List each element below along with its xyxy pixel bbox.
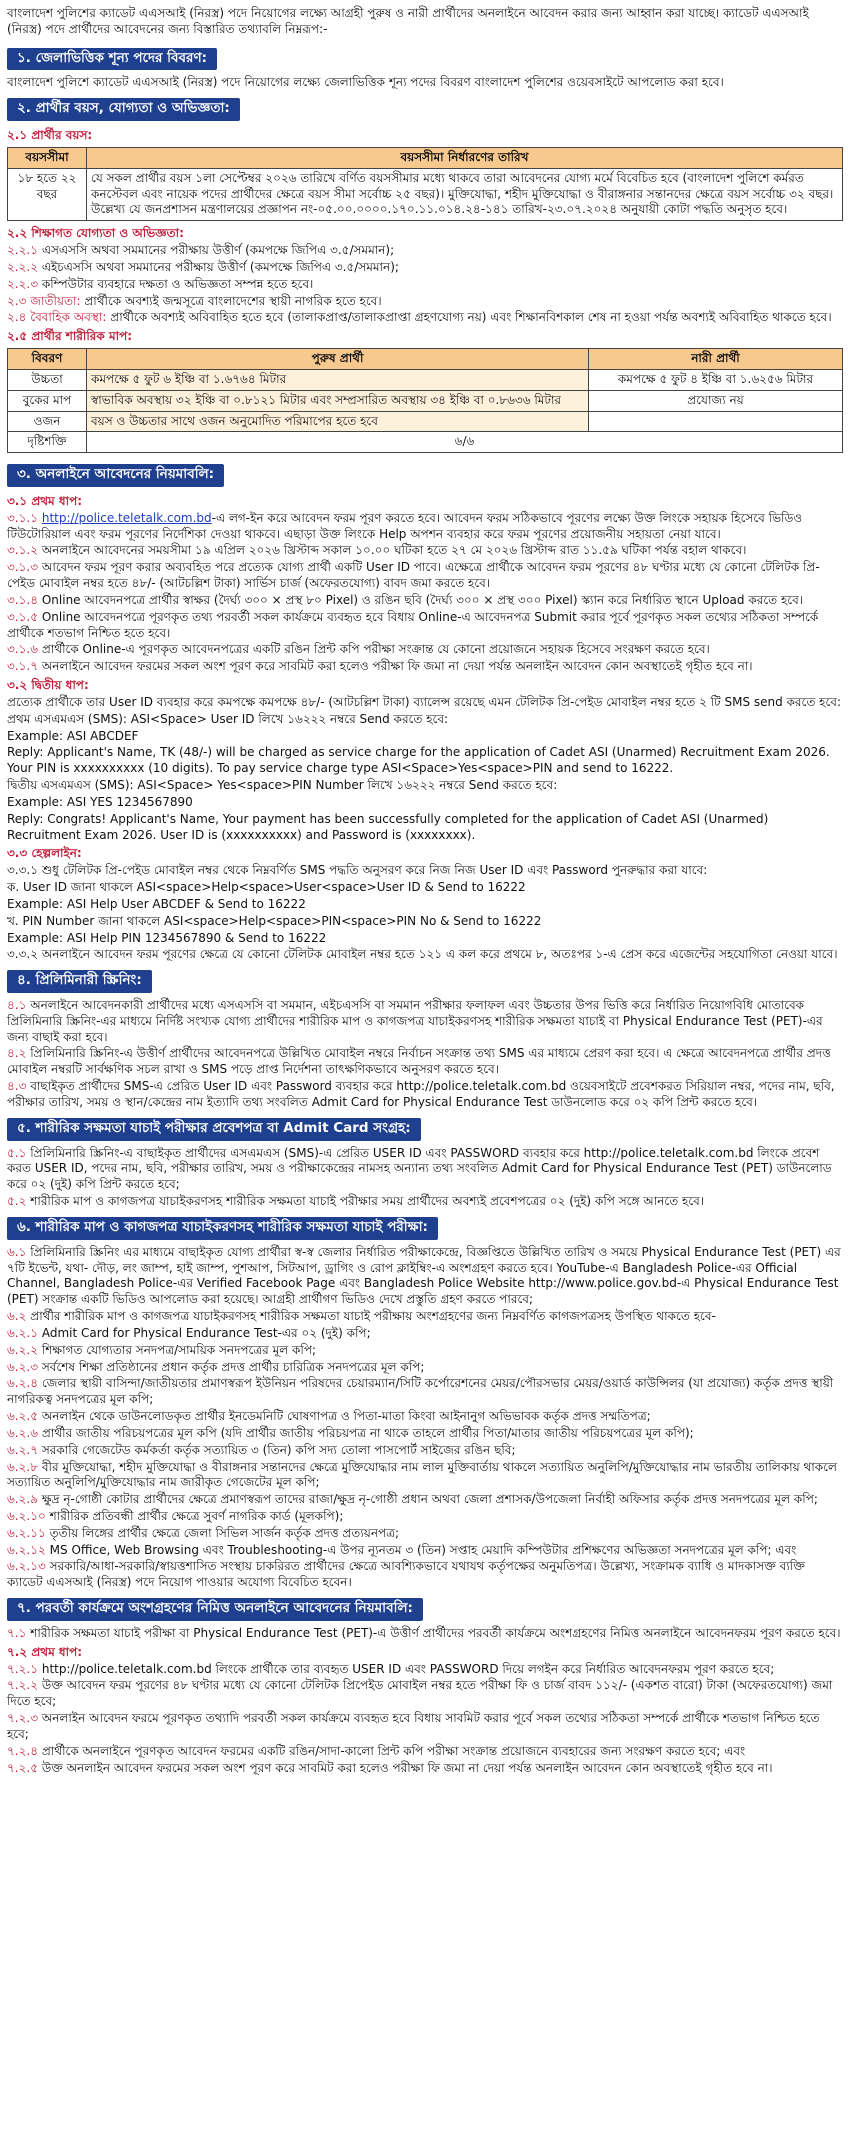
s6-item-number: ৬.২.১ [7,1325,39,1340]
step2-line: প্রত্যেক প্রার্থীকে তার User ID ব্যবহার করে কমপক্ষে কমপক্ষে ৪৮/- (আটচল্লিশ টাকা) ব্যালেন্স রয়েছে এমন টেলিটক প্রি-পেইড মোবাইল নম্বর হতে ২ টি SMS send করতে হবে: [7,694,842,709]
section-1-heading: ১. জেলাভিত্তিক শূন্য পদের বিবরণ: [7,48,217,71]
intro-text: বাংলাদেশ পুলিশের ক্যাডেট এএসআই (নিরস্ত্র) পদে নিয়োগের লক্ষ্যে আগ্রহী পুরুষ ও নারী প্রার্থীদের অনলাইনে আবেদন করার জন্য আহ্বান করা যাচ্ছে। ক্যাডেট এএসআই (নিরস্ত্র) পদে প্রার্থীদের আবেদনের জন্য বিস্তারিত তথ্যাবলি নিম্নরূপ:- [7,6,809,36]
section-6-heading: ৬. শারীরিক মাপ ও কাগজপত্র যাচাইকরণসহ শারীরিক সক্ষমতা যাচাই পরীক্ষা: [7,1217,438,1240]
s6-item-text: MS Office, Web Browsing এবং Troubleshooting-এ উপর ন্যূনতম ৩ (তিন) সপ্তাহ মেয়াদি কম্পিউটার প্রশিক্ষণের অভিজ্ঞতা সনদপত্রের মূল কপি; এবং [49,1542,797,1557]
sight-value-cell: ৬/৬ [87,432,843,453]
s6-item-number: ৬.২.২ [7,1342,39,1357]
s7-item-number: ৭.২.২ [7,1678,39,1693]
step1-item-number: ৩.১.৬ [7,642,39,657]
helpline-line: ৩.৩.১ শুধু টেলিটক প্রি-পেইড মোবাইল নম্বর থেকে নিম্নবর্ণিত SMS পদ্ধতি অনুসরণ করে নিজ নিজ User ID এবং Password পুনরুদ্ধার করা যাবে: [7,863,708,878]
s7-item-text: উক্ত অনলাইন আবেদন ফরমের সকল অংশ পূরণ করে সাবমিট করা হলেও পরীক্ষা ফি জমা না দেয়া পর্যন্ত অনলাইন আবেদন কোন অবস্থাতেই গৃহীত হবে না। [41,1760,773,1775]
s6-item [7,1343,843,1359]
s4-item-number: ৪.১ [7,998,27,1012]
edu-title: ২.২ শিক্ষাগত যোগ্যতা ও অভিজ্ঞতা: [7,226,184,241]
step2-line: Reply: Congrats! Applicant's Name, Your payment has been successfully completed for the application of Cadet ASI (Unarmed) Recruitment Exam 2026. User ID is (xxxxxxxxxx) and Password is (xxxxxxxx). [7,811,769,842]
s7-step-title: ৭.২ প্রথম ধাপ: [7,1644,83,1659]
s7-item [7,1662,843,1678]
s6-item [7,1309,843,1325]
age-col-header-date: বয়সসীমা নির্ধারণের তারিখ [87,147,843,168]
s7-item-text: http://police.teletalk.com.bd লিংকে প্রার্থীকে তার ব্যবহৃত USER ID এবং PASSWORD দিয়ে লগইন করে নির্ধারিত আবেদনফরম পূরণ করতে হবে; [41,1661,775,1676]
helpline-line: খ. PIN Number জানা থাকলে ASI<space>Help<space>PIN<space>PIN No & Send to 16222 [7,913,542,928]
step1-item [7,560,843,592]
step1-item [7,642,843,658]
s6-item-number: ৬.২.৯ [7,1492,39,1507]
phys-row [8,369,843,390]
s6-item-number: ৬.২.৮ [7,1459,39,1474]
s5-item [7,1146,843,1193]
marital-text: প্রার্থীকে অবশ্যই অবিবাহিত হতে হবে (তালাকপ্রাপ্ত/তালাকপ্রাপ্তা গ্রহণযোগ্য নয়) এবং শিক্ষানবিশকাল শেষ না হওয়া পর্যন্ত অবশ্যই অবিবাহিত থাকতে হবে। [110,310,832,325]
s4-item [7,998,843,1045]
s6-item-text: Admit Card for Physical Endurance Test-এর ০২ (দুই) কপি; [41,1325,371,1340]
phys-row-female: প্রযোজ্য নয় [589,390,843,411]
s4-item [7,1079,843,1111]
s6-item-text: শারীরিক প্রতিবন্ধী প্রার্থীর ক্ষেত্রে সুবর্ণ নাগরিক কার্ড (মূলকপি); [49,1508,344,1523]
s6-item-number: ৬.১ [7,1244,27,1259]
step1-item-text: আবেদন ফরম পূরণ করার অব্যবহিত পরে প্রত্যেক যোগ্য প্রার্থী একটি User ID পাবে। এক্ষেত্রে প্রার্থীকে আবেদন ফরম পূরণের ৪৮ ঘণ্টার মধ্যে যে কোনো টেলিটক প্রি-পেইড মোবাইল নম্বর হতে ৪৮/- (আটচল্লিশ টাকা) সার্ভিস চার্জ (অফেরতযোগ্য) বাবদ জমা করতে হবে। [7,560,820,591]
s4-item-number: ৪.৩ [7,1079,27,1094]
s6-item [7,1409,843,1425]
step1-item-text: Online আবেদনপত্রে পূরণকৃত তথ্য পরবর্তী সকল কার্যক্রমে ব্যবহৃত হবে বিধায় Online-এ আবেদনপত্র Submit করার পূর্বে পূরণকৃত সকল তথ্যের সঠিকতা সম্পর্কে প্রার্থীকে শতভাগ নিশ্চিত হতে হবে। [7,609,819,640]
section-2-heading: ২. প্রার্থীর বয়স, যোগ্যতা ও অভিজ্ঞতা: [7,98,240,121]
step1-item-number: ৩.১.৩ [7,560,39,575]
s6-item [7,1509,843,1525]
step1-item-text: -এ লগ-ইন করে আবেদন ফরম পূরণ করতে হবে। আবেদন ফরম সঠিকভাবে পূরণের লক্ষ্যে উক্ত লিংকে সহায়ক হিসেবে ভিডিও টিউটোরিয়াল এবং ফরম পূরণের নির্দেশিকা দেওয়া থাকবে। এছাড়া উক্ত লিংকে Help অপশন ব্যবহার করে ফরম পূরণের প্রয়োজনীয় সহায়তা নেয়া যাবে। [7,510,803,541]
marital-row [7,310,843,326]
s5-item-number: ৫.১ [7,1145,27,1160]
edu-item-number: ২.২.১ [7,243,39,258]
step1-item-text: Online আবেদনপত্রে প্রার্থীর স্বাক্ষর (দৈর্ঘ্য ৩০০ × প্রস্থ ৮০ Pixel) ও রঙিন ছবি (দৈর্ঘ্য ৩০০ × প্রস্থ ৩০০ Pixel) স্ক্যান করে নির্ধারিত স্থানে Upload করতে হবে। [41,592,804,607]
s6-item [7,1426,843,1442]
s6-item-number: ৬.২.১১ [7,1525,46,1540]
s7-item-text: প্রার্থীকে অনলাইনে পূরণকৃত আবেদন ফরমের একটি রঙিন/সাদা-কালো প্রিন্ট কপি পরীক্ষা সংক্রান্ত প্রয়োজনে ব্যবহারের জন্য সংরক্ষণ করতে হবে; এবং [41,1743,746,1758]
phys-row-desc: উচ্চতা [8,369,87,390]
s7-item-number: ৭.২.৫ [7,1760,39,1775]
s6-item [7,1460,843,1492]
s5-item-text: প্রিলিমিনারি স্ক্রিনিং-এ বাছাইকৃত প্রার্থীদের এসএমএস (SMS)-এ প্রেরিত USER ID এবং PASSWORD ব্যবহার করে http://police.teletalk.com.bd লিংকে প্রবেশ করত USER ID, পদের নাম, ছবি, পরীক্ষার তারিখ, সময় ও পরীক্ষাকেন্দ্রের নামসহ অন্যান্য তথ্য সংবলিত Admit Card for Physical Endurance Test (PET) ডাউনলোড করে ০২ (দুই) কপি প্রিন্ট করতে হবে; [7,1145,832,1192]
s6-item-text: প্রার্থীর শারীরিক মাপ ও কাগজপত্র যাচাইকরণসহ শারীরিক সক্ষমতা যাচাই পরীক্ষায় অংশগ্রহণের জন্য নিম্নবর্ণিত কাগজপত্রসহ উপস্থিত থাকতে হবে- [30,1309,716,1324]
s4-item-number: ৪.২ [7,1046,27,1061]
s6-item [7,1360,843,1376]
step2-line: দ্বিতীয় এসএমএস (SMS): ASI<Space> Yes<space>PIN Number লিখে ১৬২২২ নম্বরে Send করতে হবে: [7,778,558,793]
step1-item-number: ৩.১.৭ [7,659,39,674]
step1-item-number: ৩.১.৫ [7,609,39,624]
s6-item-text: সরকারি/আধা-সরকারি/স্বায়ত্তশাসিত সংস্থায় চাকরিরত প্রার্থীদের ক্ষেত্রে আবশ্যিকভাবে যথাযথ কর্তৃপক্ষের অনুমতিপত্র। উল্লেখ্য, সংক্রামক ব্যাধি ও মাদকাসক্ত ব্যক্তি ক্যাডেট এএসআই (নিরস্ত্র) পদে নিয়োগ পাওয়ার অযোগ্য বিবেচিত হবেন। [7,1559,805,1590]
edu-item [7,243,843,259]
step1-title: ৩.১ প্রথম ধাপ: [7,494,83,508]
s6-item-text: বীর মুক্তিযোদ্ধা, শহীদ মুক্তিযোদ্ধা ও বীরাঙ্গনার সন্তানদের ক্ষেত্রে মুক্তিযোদ্ধার নাম লাল মুক্তিবার্তায় থাকলে সত্যায়িত অনুলিপি/মুক্তিযোদ্ধার নাম ভারতীয় তালিকায় থাকলে সত্যায়িত অনুলিপি/মুক্তিযোদ্ধার নাম জারীকৃত গেজেটের মূল কপি; [7,1459,837,1490]
s6-item [7,1559,843,1591]
edu-item [7,260,843,276]
section-4-list [7,998,843,1111]
sight-label-cell: দৃষ্টিশক্তি [8,432,87,453]
s7-item-1-text: শারীরিক সক্ষমতা যাচাই পরীক্ষা বা Physical Endurance Test (PET)-এ উত্তীর্ণ প্রার্থীদের পরবর্তী কার্যক্রমে অংশগ্রহণের নিমিত্ত অনলাইনে আবেদনফরম পূরণ করতে হবে। [30,1625,841,1640]
s6-item-number: ৬.২.১২ [7,1542,46,1557]
s6-item [7,1245,843,1308]
age-limit-cell: ১৮ হতে ২২ বছর [8,168,87,220]
step1-item [7,610,843,642]
s6-item [7,1376,843,1408]
phys-row-male: কমপক্ষে ৫ ফুট ৬ ইঞ্চি বা ১.৬৭৬৪ মিটার [87,369,589,390]
step2-title: ৩.২ দ্বিতীয় ধাপ: [7,678,89,693]
nationality-text: প্রার্থীকে অবশ্যই জন্মসূত্রে বাংলাদেশের স্থায়ী নাগরিক হতে হবে। [84,293,382,308]
phys-row-desc: বুকের মাপ [8,390,87,411]
step1-item [7,511,843,543]
s6-item-number: ৬.২.৫ [7,1409,39,1424]
helpline-title: ৩.৩ হেল্পলাইন: [7,846,82,861]
phys-row-female: কমপক্ষে ৫ ফুট ৪ ইঞ্চি বা ১.৬২৫৬ মিটার [589,369,843,390]
edu-item-number: ২.২.২ [7,259,39,274]
step1-item [7,543,843,559]
s6-item-text: প্রিলিমিনারি স্ক্রিনিং এর মাধ্যমে বাছাইকৃত যোগ্য প্রার্থীরা স্ব-স্ব জেলার নির্ধারিত পরীক্ষাকেন্দ্রে, বিজ্ঞপ্তিতে উল্লিখিত তারিখ ও সময়ে Physical Endurance Test (PET) এর ৭টি ইভেন্ট, যথা- দৌড়, লং জাম্প, হাই জাম্প, পুশআপ, সিটআপ, ড্রাগিং ও রোপ ক্লাইম্বিং-এ অংশগ্রহণ করতে হবে। YouTube-এ Bangladesh Police-এর Official Channel, Bangladesh Police-এর Verified Facebook Page এবং Bangladesh Police Website http://www.police.gov.bd-এ Physical Endurance Test (PET) সংক্রান্ত একটি ভিডিও আপলোড করা হয়েছে। আগ্রহী প্রার্থীগণ ভিডিও দেখে প্রস্তুতি গ্রহণ করতে পারবে; [7,1244,841,1307]
helpline-list [7,863,843,963]
edu-item-text: এইচএসসি অথবা সমমানের পরীক্ষায় উত্তীর্ণ (কমপক্ষে জিপিএ ৩.৫/সমমান); [41,259,399,274]
s6-item-text: ক্ষুদ্র নৃ-গোষ্ঠী কোটার প্রার্থীদের ক্ষেত্রে প্রমাণস্বরূপ তাদের রাজা/ক্ষুদ্র নৃ-গোষ্ঠী প্রধান অথবা জেলা প্রশাসক/উপজেলা নির্বাহী অফিসার কর্তৃক প্রদত্ত সনদপত্রের মূল কপি; [41,1492,818,1507]
age-date-cell: যে সকল প্রার্থীর বয়স ১লা সেপ্টেম্বর ২০২৬ তারিখে বর্ণিত বয়সসীমার মধ্যে থাকবে তারা আবেদনের যোগ্য মর্মে বিবেচিত হবে (বাংলাদেশ পুলিশে কর্মরত কনস্টেবল এবং নায়েক পদের প্রার্থীদের ক্ষেত্রে বয়স সীমা সর্বোচ্চ ২৫ বছর)। মুক্তিযোদ্ধা, শহীদ মুক্তিযোদ্ধা ও বীরাঙ্গনার সন্তানদের ক্ষেত্রে বয়স সর্বোচ্চ ৩২ বছর। উল্লেখ্য যে জনপ্রশাসন মন্ত্রণালয়ের প্রজ্ঞাপন নং-০৫.০০.০০০০.১৭০.১১.০১৪.২৪-১৪১ তারিখ-২৩.০৭.২০২৪ অনুযায়ী কোটা পদ্ধতি অনুসৃত হবে। [87,168,843,220]
step2-line: Example: ASI ABCDEF [7,728,139,743]
edu-item-text: কম্পিউটার ব্যবহারে দক্ষতা ও অভিজ্ঞতা সম্পন্ন হতে হবে। [41,276,314,291]
section-3-heading: ৩. অনলাইনে আবেদনের নিয়মাবলি: [7,464,224,487]
step1-item-text: প্রার্থীকে Online-এ পূরণকৃত আবেদনপত্রের একটি রঙিন প্রিন্ট কপি পরীক্ষা সংক্রান্ত যে কোনো প্রয়োজনে সহায়ক হিসেবে সংরক্ষণ করতে হবে। [41,642,710,657]
s6-item-text: জেলার স্থায়ী বাসিন্দা/জাতীয়তার প্রমাণস্বরূপ ইউনিয়ন পরিষদের চেয়ারম্যান/সিটি কর্পোরেশনের মেয়র/পৌরসভার মেয়র/ওয়ার্ড কাউন্সিলর (যা প্রযোজ্য) কর্তৃক প্রদত্ত স্থায়ী নাগরিকত্ব সনদপত্রের মূল কপি; [7,1376,834,1407]
section-4-heading: ৪. প্রিলিমিনারী স্ক্রিনিং: [7,970,152,993]
s6-item-text: সর্বশেষ শিক্ষা প্রতিষ্ঠানের প্রধান কর্তৃক প্রদত্ত প্রার্থীর চারিত্রিক সনদপত্রের মূল কপি; [41,1359,425,1374]
s6-item-number: ৬.২.৭ [7,1442,39,1457]
s4-item [7,1046,843,1078]
nationality-label: ২.৩ জাতীয়তা: [7,293,81,308]
s5-item [7,1194,843,1210]
step1-item-number: ৩.১.৪ [7,592,39,607]
section-7-list [7,1662,843,1777]
s7-item-1-number: ৭.১ [7,1625,27,1640]
s7-item-1 [7,1626,843,1642]
phys-row-male: বয়স ও উচ্চতার সাথে ওজন অনুমোদিত পরিমাপের হতে হবে [87,411,589,432]
s4-item-text: প্রিলিমিনারি স্ক্রিনিং-এ উত্তীর্ণ প্রার্থীদের আবেদনপত্রে উল্লিখিত মোবাইল নম্বরে নির্বাচন সংক্রান্ত তথ্য SMS এর মাধ্যমে প্রেরণ করা হবে। এ ক্ষেত্রে আবেদনপত্রে প্রার্থীর প্রদত্ত মোবাইল নম্বরটি সার্বক্ষণিক সচল রাখা ও SMS পড়ে প্রাপ্ত নির্দেশনা তাৎক্ষণিকভাবে অনুসরণ করতে হবে। [7,1046,831,1077]
s7-item [7,1711,843,1743]
s7-item-text: অনলাইন আবেদন ফরমে পূরণকৃত তথ্যাদি পরবর্তী সকল কার্যক্রমে ব্যবহৃত হবে বিধায় সাবমিট করার পূর্বে সকল তথ্যের সঠিকতা সম্পর্কে প্রার্থীকে শতভাগ নিশ্চিত হতে হবে; [7,1711,820,1741]
step1-item-text: অনলাইনে আবেদনের সময়সীমা ১৯ এপ্রিল ২০২৬ খ্রিস্টাব্দ সকাল ১০.০০ ঘটিকা হতে ২৭ মে ২০২৬ খ্রিস্টাব্দ রাত ১১.৫৯ ঘটিকা পর্যন্ত বহাল থাকবে। [41,543,747,558]
s6-item-number: ৬.২.৬ [7,1425,39,1440]
s6-item-number: ৬.২.৩ [7,1359,39,1374]
s6-item [7,1443,843,1459]
helpline-line: Example: ASI Help User ABCDEF & Send to 16222 [7,896,306,911]
s6-item-text: তৃতীয় লিঙ্গের প্রার্থীর ক্ষেত্রে জেলা সিভিল সার্জন কর্তৃক প্রদত্ত প্রত্যয়নপত্র; [49,1525,400,1540]
advertisement-page [7,0,843,1781]
s5-item-text: শারীরিক মাপ ও কাগজপত্র যাচাইকরণসহ শারীরিক সক্ষমতা যাচাই পরীক্ষার সময় প্রার্থীদের অবশ্যই প্রবেশপত্রের ০২ (দুই) কপি সঙ্গে আনতে হবে। [30,1194,705,1209]
s4-item-text: বাছাইকৃত প্রার্থীদের SMS-এ প্রেরিত User ID এবং Password ব্যবহার করে http://police.teletalk.com.bd ওয়েবসাইটে প্রবেশকরত সিরিয়াল নম্বর, পদের নাম, ছবি, পরীক্ষার তারিখ, সময় ও স্থান/কেন্দ্রের নাম ইত্যাদি তথ্য সংবলিত Admit Card for Physical Endurance Test ডাউনলোড করে ০২ কপি প্রিন্ট করতে হবে। [7,1079,835,1109]
s7-item-number: ৭.২.১ [7,1661,39,1676]
s6-item [7,1326,843,1342]
helpline-line: ক. User ID জানা থাকলে ASI<space>Help<space>User<space>User ID & Send to 16222 [7,880,526,895]
edu-item-text: এসএসসি অথবা সমমানের পরীক্ষায় উত্তীর্ণ (কমপক্ষে জিপিএ ৩.৫/সমমান); [41,243,395,258]
s6-item-number: ৬.২.১৩ [7,1559,46,1574]
s6-item [7,1526,843,1542]
helpline-line: Example: ASI Help PIN 1234567890 & Send to 16222 [7,930,327,945]
step1-item-text: অনলাইনে আবেদন ফরমের সকল অংশ পূরণ করে সাবমিট করা হলেও পরীক্ষা ফি জমা না দেয়া পর্যন্ত অনলাইন আবেদন কোন অবস্থাতেই গৃহীত হবে না। [41,659,753,674]
s6-item-text: সরকারি গেজেটেড কর্মকর্তা কর্তৃক সত্যায়িত ৩ (তিন) কপি সদ্য তোলা পাসপোর্ট সাইজের রঙিন ছবি; [41,1442,516,1457]
edu-item-number: ২.২.৩ [7,276,39,291]
phys-col-header-female: নারী প্রার্থী [589,349,843,370]
s6-item [7,1543,843,1559]
s4-item-text: অনলাইনে আবেদনকারী প্রার্থীদের মধ্যে এসএসসি বা সমমান, এইচএসসি বা সমমান পরীক্ষার ফলাফল এবং উচ্চতার উপর ভিত্তি করে নির্ধারিত নিয়োগবিধি মোতাবেক প্রিলিমিনারি স্ক্রিনিং-এর মাধ্যমে নির্দিষ্ট সংখ্যক যোগ্য প্রার্থীদের শারীরিক মাপ ও কাগজপত্র যাচাইকরণসহ শারীরিক সক্ষমতা যাচাই বা Physical Endurance Test (PET)-এর জন্য বাছাই করা হবে। [7,998,823,1044]
edu-item [7,277,843,293]
marital-label: ২.৪ বৈবাহিক অবস্থা: [7,310,107,325]
s6-item-number: ৬.২.৪ [7,1376,39,1391]
step2-line: প্রথম এসএমএস (SMS): ASI<Space> User ID লিখে ১৬২২২ নম্বরে Send করতে হবে: [7,711,449,726]
s6-item [7,1492,843,1508]
s6-item-text: অনলাইন থেকে ডাউনলোডকৃত প্রার্থীর ইনডেমনিটি ঘোষণাপত্র ও পিতা-মাতা কিংবা আইনানুগ অভিভাবক কর্তৃক প্রদত্ত সম্মতিপত্র; [41,1409,651,1424]
phys-col-header-male: পুরুষ প্রার্থী [87,349,589,370]
phys-row [8,411,843,432]
step2-line: Example: ASI YES 1234567890 [7,794,193,809]
section-6-list [7,1245,843,1591]
step2-line: Reply: Applicant's Name, TK (48/-) will be charged as service charge for the application of Cadet ASI (Unarmed) Recruitment Exam 2026. Your PIN is xxxxxxxxxx (10 digits). To pay service charge type ASI<Space>Yes<space>PIN and send to 16222. [7,745,830,776]
s6-item-number: ৬.২ [7,1309,27,1324]
phys-row-desc: ওজন [8,411,87,432]
section-7-heading: ৭. পরবর্তী কার্যক্রমে অংশগ্রহণের নিমিত্ত অনলাইনে আবেদনের নিয়মাবলি: [7,1598,423,1621]
s6-item-text: প্রার্থীর জাতীয় পরিচয়পত্রের মূল কপি (যদি প্রার্থীর জাতীয় পরিচয়পত্র না থাকে তাহলে প্রার্থীর পিতা/মাতার জাতীয় পরিচয়পত্রের মূল কপি); [41,1425,694,1440]
section-5-heading: ৫. শারীরিক সক্ষমতা যাচাই পরীক্ষার প্রবেশপত্র বা Admit Card সংগ্রহ: [7,1118,421,1141]
age-table [7,147,843,221]
age-title: ২.১ প্রার্থীর বয়স: [7,128,93,143]
step1-list [7,511,843,675]
s6-item-number: ৬.২.১০ [7,1508,46,1523]
age-col-header-limit: বয়সসীমা [8,147,87,168]
s7-item [7,1678,843,1710]
s7-item [7,1761,843,1777]
edu-list [7,243,843,292]
physical-table [7,348,843,453]
section-1-text: বাংলাদেশ পুলিশে ক্যাডেট এএসআই (নিরস্ত্র) পদে নিয়োগের লক্ষ্যে জেলাভিত্তিক শূন্য পদের বিবরণ বাংলাদেশ পুলিশের ওয়েবসাইটে আপলোড করা হবে। [7,75,724,90]
s7-item-number: ৭.২.৩ [7,1711,39,1726]
s6-item-text: শিক্ষাগত যোগ্যতার সনদপত্র/সাময়িক সনদপত্রের মূল কপি; [41,1342,317,1357]
phys-row-male: স্বাভাবিক অবস্থায় ৩২ ইঞ্চি বা ০.৮১২১ মিটার এবং সম্প্রসারিত অবস্থায় ৩৪ ইঞ্চি বা ০.৮৬৩৬ মিটার [87,390,589,411]
step1-item [7,659,843,675]
nationality-row [7,294,843,310]
step1-item-number: ৩.১.১ [7,510,39,525]
section-5-list [7,1146,843,1210]
phys-row [8,390,843,411]
physical-title: ২.৫ প্রার্থীর শারীরিক মাপ: [7,329,133,344]
step2-list [7,695,843,843]
step1-item-link[interactable]: http://police.teletalk.com.bd [41,510,212,525]
s5-item-number: ৫.২ [7,1194,27,1209]
s7-item-number: ৭.২.৪ [7,1743,39,1758]
s7-item-text: উক্ত আবেদন ফরম পূরণের ৪৮ ঘণ্টার মধ্যে যে কোনো টেলিটক প্রিপেইড মোবাইল নম্বর হতে পরীক্ষা ফি ও চার্জ বাবদ ১১২/- (একশত বারো) টাকা (অফেরতযোগ্য) জমা দিতে হবে; [7,1678,833,1709]
step1-item [7,593,843,609]
phys-col-header-desc: বিবরণ [8,349,87,370]
helpline-line: ৩.৩.২ অনলাইনে আবেদন ফরম পূরণের ক্ষেত্রে যে কোনো টেলিটক মোবাইল নম্বর হতে ১২১ এ কল করে প্রথমে ৮, অতঃপর ১-এ প্রেস করে এজেন্টের সহযোগিতা নেওয়া যাবে। [7,947,838,962]
s7-item [7,1744,843,1760]
step1-item-number: ৩.১.২ [7,543,39,558]
phys-row-female [589,411,843,432]
